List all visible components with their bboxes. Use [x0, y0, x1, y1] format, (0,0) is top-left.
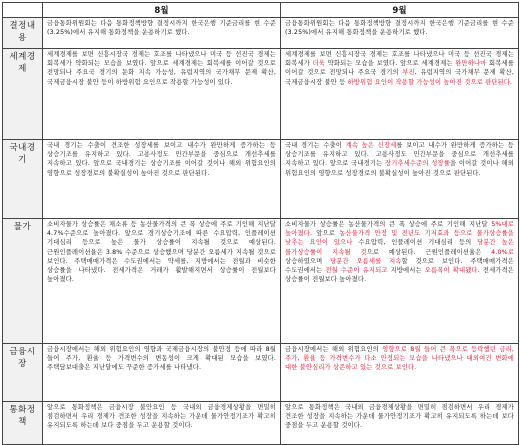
corner-cell	[3, 3, 43, 18]
text-segment: 을 이어갈 것이나 해외 위험요인의 영향으로 성장경로의 불확실성이 높아진 것으로 판단된다.	[285, 160, 514, 177]
text-segment: . 앞으로	[309, 230, 340, 238]
highlighted-change-text: 계속 높은 신장세	[345, 142, 397, 149]
category-label: 결정내용	[3, 18, 43, 49]
text-segment: 약화되는 모습을 보였다. 앞으로 세계경제는	[325, 60, 456, 68]
row-prices	[3, 219, 519, 344]
august-text	[43, 49, 281, 140]
category-label: 세계경제	[3, 49, 43, 140]
row-financial-markets	[3, 344, 519, 402]
text-segment: . 전세가격은 상승률이 전월보다 높아졌다.	[285, 267, 515, 284]
highlighted-change-text: 농산물가격 안정 및 전년도 기저효과 등으로 물가상승률을 낮추는 요인이 있으나	[285, 230, 515, 247]
text-segment: 상승하였으며	[285, 257, 331, 265]
policy-comparison-table	[2, 2, 519, 445]
highlighted-change-text: 더욱	[312, 60, 326, 68]
highlighted-change-text: 전월 수준이 유지되고	[325, 267, 388, 275]
text-segment: 수요압력, 인플레이션 기대심리 등의	[352, 239, 478, 247]
september-text	[281, 344, 519, 402]
september-text	[281, 49, 519, 140]
text-segment: 지방에서는	[387, 267, 425, 275]
header-row	[3, 3, 519, 18]
highlighted-change-text: 5%대로 높아졌다	[285, 221, 514, 238]
september-text	[281, 140, 519, 219]
august-text	[43, 140, 281, 219]
august-text	[43, 344, 281, 402]
text-segment: 금융통화위원회는 다음 통화정책방향 결정시까지 한국은행 기준금리를 현 수준(3.25%)에서 유지해 통화정책을 운용하기로 했다.	[47, 20, 276, 37]
row-decision	[3, 18, 519, 49]
text-segment: 앞으로 통화정책은 금융시장 불안요인 등 국내외 금융경제상황을 면밀히 점검하면서 우리 경제가 견조한 성장을 지속하는 가운데 물가안정기조가 확고히 유지되도록 하는데 보다 중점을 두고 운용할 것이다.	[47, 404, 276, 430]
row-monetary-policy	[3, 402, 519, 445]
highlighted-change-text: 부진	[402, 69, 415, 77]
september-text	[281, 219, 519, 344]
text-segment: 회복세를 이어갈 것으로 전망되나 주요국 경기의	[285, 60, 514, 77]
highlighted-change-text: 오름폭이 확대됐다	[424, 267, 478, 275]
category-label: 금융시장	[3, 344, 43, 402]
text-segment: 소비자물가 상승률은 채소류 등 농산물가격의 큰 폭 상승에 주로 기인해 지난달 4.7%수준으로 높아졌다. 앞으로 경기상승기조에 따른 수요압력, 인플레이션 기대심리 등으로 높은 물가 상승률이 지속될 것으로 예상된다. 근원인플레이션율은 3.8% 수준으로 상승했으며 당분간 오름세가 지속될 것으로 보인다. 주택매매가격은 수도권에서는 약세를, 지방에서는 전월과 비슷한 상승률을 나타냈다. 전세가격은 거래가 활발해지면서 상승률이 전월보다 높아졌다.	[47, 221, 276, 284]
column-header-august: 8월	[43, 3, 281, 18]
category-label: 통화정책	[3, 402, 43, 445]
september-text	[281, 18, 519, 49]
text-segment: 소비자물가 상승률은 농산물가격의 큰 폭 상승에 주로 기인해 지난달	[285, 221, 492, 228]
text-segment: 금융시장에서는 해외 위험요인의	[285, 346, 383, 353]
august-text	[43, 219, 281, 344]
text-segment: 국내 경기는 수출이	[285, 142, 346, 149]
highlighted-change-text: 당분간 오름세를 지속	[330, 257, 402, 265]
column-header-september: 9월	[281, 3, 519, 18]
text-segment: , 유럽지역의 국가채무 문제 확산, 국제금융시장 불안 등	[285, 69, 515, 86]
text-segment: 금융시장에서는 해외 위험요인의 영향과 국제금융시장의 불안정 등에 따라 8월 들어 주가, 환율 등 가격변수의 변동성이 크게 확대된 모습을 보였다. 주택담보대출은 지난달에도 꾸준한 증가세를 나타냈다.	[47, 346, 276, 372]
text-segment: 세계경제를 보면 신흥시장국 경제는 호조를 나타냈으나 미국 등 선진국 경제는 회복세가	[285, 51, 514, 68]
highlighted-change-text: 영향으로 8월 들어 큰 폭으로 등락했던 금리, 주가, 환율 등 가격변수가 다소 안정되는 모습을 나타냈으나 대외여건 변화에 대한 불안심리가 상존하고 있는 것으로 보인다.	[285, 346, 514, 372]
row-domestic-economy	[3, 140, 519, 219]
highlighted-change-text: 4.0%로	[491, 248, 514, 256]
text-segment: 으로 예상된다. 근원인플레이션율은	[366, 248, 492, 256]
category-label: 국내경기	[3, 140, 43, 219]
text-segment: 앞으로 통화정책은 국내외 금융경제상황을 면밀히 점검하면서 우리 경제가 견조한 성장을 지속하는 가운데 물가안정기조가 확고히 유지되도록 하는데 보다 중점을 두고 운용할 것이다.	[285, 404, 514, 430]
highlighted-change-text: 당분간 높은 물가상승률이 지속될 것	[285, 239, 515, 256]
text-segment: 금융통화위원회는 다음 통화정책방향 결정시까지 한국은행 기준금리를 현 수준(3.25%)에서 유지해 통화정책을 운용하기로 했다.	[285, 20, 514, 37]
highlighted-change-text: 완만하나마	[455, 60, 487, 68]
text-segment: 할 것으로 보인다. 주택매매가격은 수도권에서는	[285, 257, 514, 275]
text-segment: 를 보이고 내수가 완만하게 증가하는 등 상승기조를 유지하고 있다. 고용사정도 민간부문을 중심으로 개선추세를 지속하고 있다. 앞으로 국내경기는	[285, 142, 514, 168]
row-world-economy	[3, 49, 519, 140]
category-label: 물가	[3, 219, 43, 344]
highlighted-change-text: 하방위험 요인이 작용할 가능성이 높아진 것으로 판단된다.	[347, 78, 513, 86]
august-text	[43, 402, 281, 445]
september-text	[281, 402, 519, 445]
highlighted-change-text: 장기추세수준의 성장률	[384, 160, 450, 168]
text-segment: 세계경제를 보면 신흥시장국 경제는 호조를 나타냈으나 미국 등 선진국 경제는 회복세가 약화되는 모습을 보였다. 앞으로 세계경제는 회복세를 이어갈 것으로 전망되나 주요국 경기의 둔화 지속 가능성, 유럽지역의 국가채무 문제 확산, 국제금융시장 불안 등이 하방위험 요인으로 작용할 가능성이 있다.	[47, 51, 276, 86]
august-text	[43, 18, 281, 49]
text-segment: 국내 경기는 수출이 견조한 성장세를 보이고 내수가 완만하게 증가하는 등 상승기조를 유지하고 있다. 고용사정도 민간부문을 중심으로 개선추세를 지속하고 있다. 앞으로 국내경기는 상승기조를 이어갈 것이나 해외 위험요인의 영향으로 성장경로의 불확실성이 높아진 것으로 판단된다.	[47, 142, 276, 177]
